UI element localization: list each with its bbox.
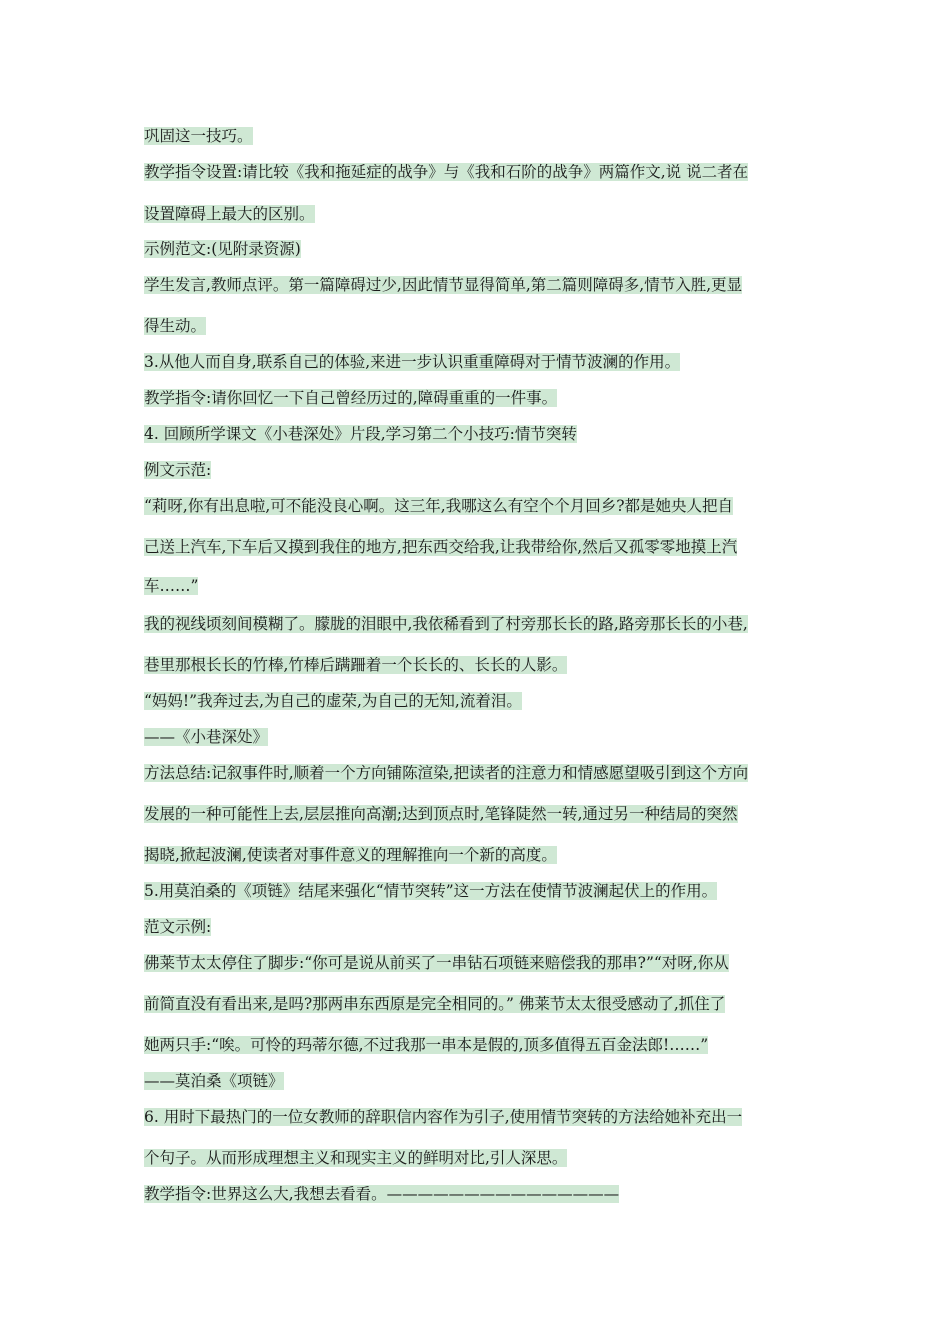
highlighted-text: 巷里那根长长的竹棒,竹棒后蹒跚着一个长长的、长长的人影。: [144, 656, 568, 674]
highlighted-text: 5.用莫泊桑的《项链》结尾来强化“情节突转”这一方法在使情节波澜起伏上的作用。: [144, 882, 718, 900]
highlighted-text: 学生发言,教师点评。第一篇障碍过少,因此情节显得简单,第二篇则障碍多,情节入胜,更显: [144, 276, 743, 294]
text-line-26: [144, 1070, 284, 1092]
text-line-2: [144, 161, 748, 183]
text-line-25: [144, 1034, 708, 1056]
highlighted-text: 己送上汽车,下车后又摸到我住的地方,把东西交给我,让我带给你,然后又孤零零地摸上汽: [144, 538, 738, 556]
highlighted-text: 前简直没有看出来,是吗?那两串东西原是完全相同的。” 佛莱节太太很受感动了,抓住了: [144, 995, 726, 1013]
text-line-10: [144, 459, 211, 481]
text-line-3: [144, 203, 315, 225]
highlighted-text: 发展的一种可能性上去,层层推向高潮;达到顶点时,笔锋陡然一转,通过另一种结局的突然: [144, 805, 738, 823]
text-line-11: [144, 495, 733, 517]
highlighted-text: 教学指令:世界这么大,我想去看看。———————————————: [144, 1185, 620, 1203]
highlighted-text: ——莫泊桑《项链》: [144, 1072, 284, 1090]
text-line-12: [144, 536, 737, 558]
text-line-24: [144, 993, 725, 1015]
text-line-20: [144, 844, 557, 866]
text-line-4: [144, 238, 301, 260]
text-line-28: [144, 1147, 567, 1169]
highlighted-text: 教学指令:请你回忆一下自己曾经历过的,障碍重重的一件事。: [144, 389, 558, 407]
text-line-17: [144, 726, 268, 748]
highlighted-text: 设置障碍上最大的区别。: [144, 205, 315, 223]
highlighted-text: 范文示例:: [144, 918, 212, 936]
text-line-14: [144, 613, 748, 635]
highlighted-text: “妈妈!”我奔过去,为自己的虚荣,为自己的无知,流着泪。: [144, 692, 522, 710]
text-line-23: [144, 952, 729, 974]
highlighted-text: 个句子。从而形成理想主义和现实主义的鲜明对比,引人深思。: [144, 1149, 568, 1167]
highlighted-text: 得生动。: [144, 317, 207, 335]
highlighted-text: 3.从他人而自身,联系自己的体验,来进一步认识重重障碍对于情节波澜的作用。: [144, 353, 681, 371]
highlighted-text: 4. 回顾所学课文《小巷深处》片段,学习第二个小技巧:情节突转: [144, 425, 577, 443]
text-line-29: [144, 1183, 619, 1205]
highlighted-text: 她两只手:“唉。可怜的玛蒂尔德,不过我那一串本是假的,顶多值得五百金法郎!……”: [144, 1036, 709, 1054]
highlighted-text: 方法总结:记叙事件时,顺着一个方向铺陈渲染,把读者的注意力和情感愿望吸引到这个方向: [144, 764, 749, 782]
text-line-15: [144, 654, 567, 676]
highlighted-text: 例文示范:: [144, 461, 212, 479]
highlighted-text: 我的视线顷刻间模糊了。朦胧的泪眼中,我依稀看到了村旁那长长的路,路旁那长长的小巷,: [144, 615, 748, 633]
highlighted-text: 巩固这一技巧。: [144, 127, 253, 145]
text-line-7: [144, 351, 680, 373]
text-line-13: [144, 575, 198, 597]
text-line-18: [144, 762, 748, 784]
text-line-5: [144, 274, 742, 296]
highlighted-text: 佛莱节太太停住了脚步:“你可是说从前买了一串钻石项链来赔偿我的那串?”“对呀,你从: [144, 954, 729, 972]
text-line-1: [144, 125, 253, 147]
text-line-8: [144, 387, 557, 409]
text-line-19: [144, 803, 738, 825]
highlighted-text: 教学指令设置:请比较《我和拖延症的战争》与《我和石阶的战争》两篇作文,说 说二者在: [144, 163, 749, 181]
text-line-27: [144, 1106, 742, 1128]
highlighted-text: ——《小巷深处》: [144, 728, 269, 746]
text-line-22: [144, 916, 211, 938]
text-line-6: [144, 315, 206, 337]
highlighted-text: 车……”: [144, 577, 199, 595]
text-line-9: [144, 423, 577, 445]
text-line-16: [144, 690, 522, 712]
text-line-21: [144, 880, 717, 902]
highlighted-text: 揭晓,掀起波澜,使读者对事件意义的理解推向一个新的高度。: [144, 846, 557, 864]
highlighted-text: “莉呀,你有出息啦,可不能没良心啊。这三年,我哪这么有空个个月回乡?都是她央人把自: [144, 497, 734, 515]
highlighted-text: 示例范文:(见附录资源): [144, 240, 301, 258]
highlighted-text: 6. 用时下最热门的一位女教师的辞职信内容作为引子,使用情节突转的方法给她补充出一: [144, 1108, 743, 1126]
